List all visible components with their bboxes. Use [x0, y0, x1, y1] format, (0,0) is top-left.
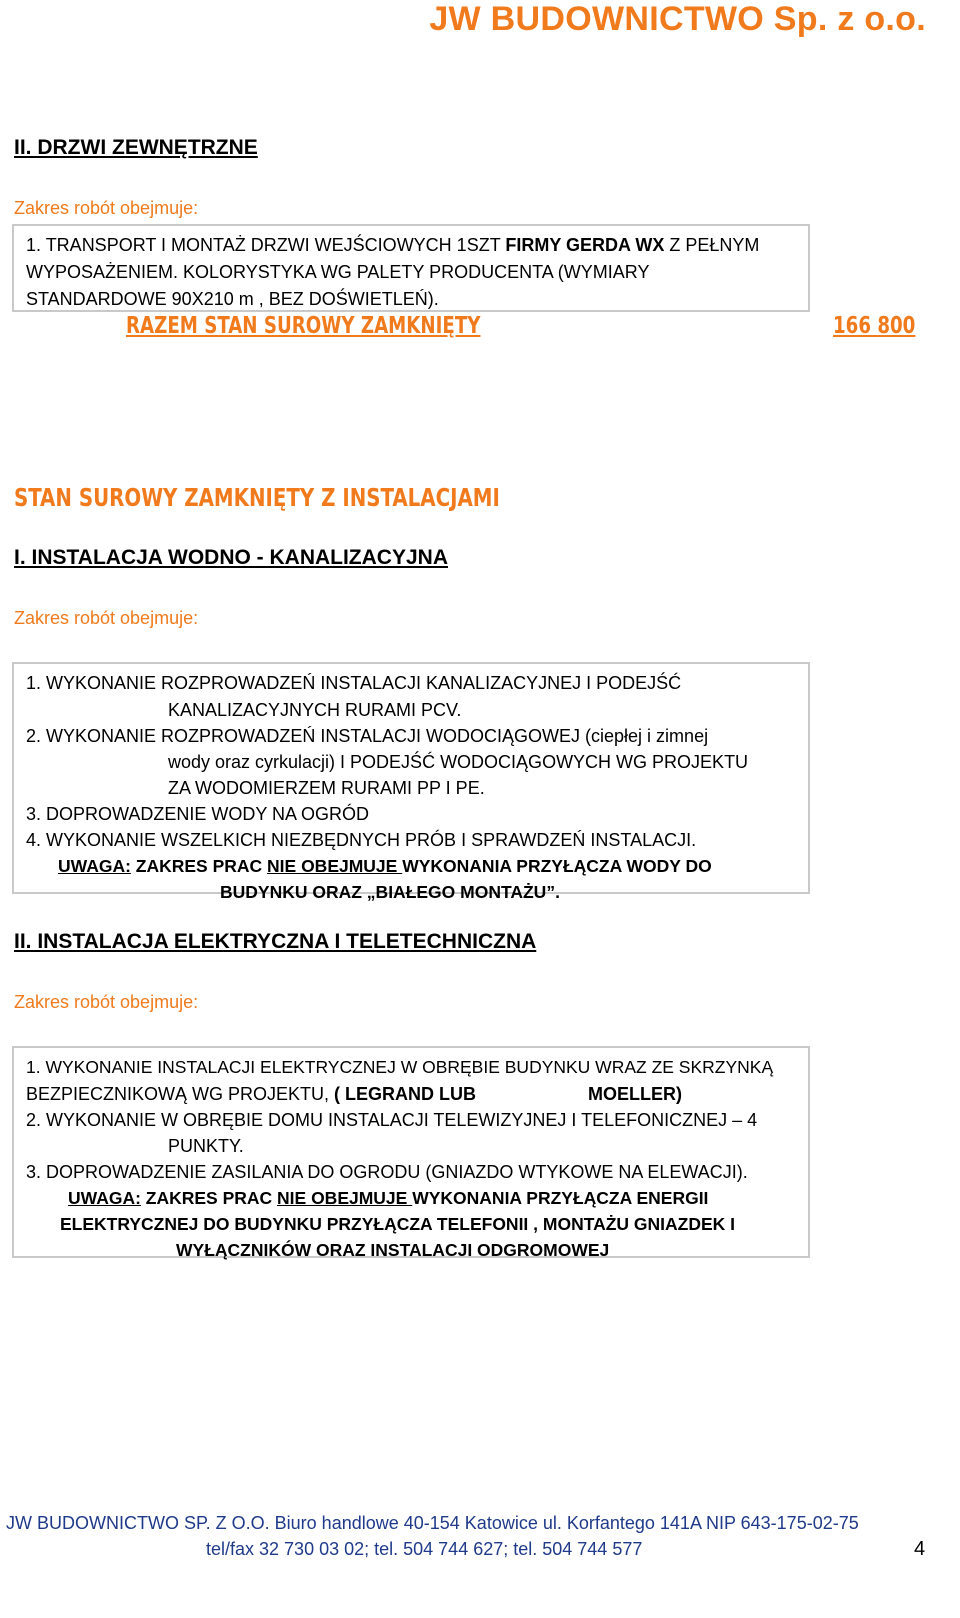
- scope-label-electric: Zakres robót obejmuje:: [14, 992, 199, 1012]
- electric-note-label: UWAGA:: [68, 1188, 141, 1208]
- electric-note: [68, 1185, 708, 1212]
- water-line-1: 1. WYKONANIE ROZPROWADZEŃ INSTALACJI KANALIZACYJNEJ I PODEJŚĆ: [26, 673, 682, 693]
- page-number: 4: [914, 1538, 926, 1560]
- scope-box-electric: [12, 1046, 810, 1258]
- electric-note-c: WYKONANIA PRZYŁĄCZA ENERGII: [412, 1188, 709, 1208]
- electric-line-4: PUNKTY.: [168, 1136, 244, 1156]
- electric-line-2-text: BEZPIECZNIKOWĄ WG PROJEKTU,: [26, 1084, 335, 1104]
- water-line-5: ZA WODOMIERZEM RURAMI PP I PE.: [168, 778, 485, 798]
- electric-line-1: 1. WYKONANIE INSTALACJI ELEKTRYCZNEJ W OBRĘBIE BUDYNKU WRAZ ZE SKRZYNKĄ: [26, 1057, 774, 1077]
- doors-line-3: STANDARDOWE 90X210 m , BEZ DOŚWIETLEŃ).: [26, 289, 439, 309]
- water-line-3: 2. WYKONANIE ROZPROWADZEŃ INSTALACJI WODOCIĄGOWEJ (ciepłej i zimnej: [26, 726, 709, 746]
- water-note-line-2: BUDYNKU ORAZ „BIAŁEGO MONTAŻU”.: [220, 882, 560, 902]
- electric-brand-1: ( LEGRAND LUB: [334, 1084, 477, 1104]
- water-line-2: KANALIZACYJNYCH RURAMI PCV.: [168, 700, 462, 720]
- electric-note-line-2: ELEKTRYCZNEJ DO BUDYNKU PRZYŁĄCZA TELEFONII , MONTAŻU GNIAZDEK I: [60, 1214, 736, 1234]
- company-header: JW BUDOWNICTWO Sp. z o.o.: [429, 0, 926, 38]
- doors-line-1: [26, 232, 759, 259]
- doors-brand: FIRMY GERDA WX: [505, 235, 665, 255]
- section-title-electric: II. INSTALACJA ELEKTRYCZNA I TELETECHNICZNA: [14, 930, 537, 953]
- water-note: [58, 853, 712, 880]
- footer-phones: tel/fax 32 730 03 02; tel. 504 744 627; tel. 504 744 577: [206, 1539, 643, 1559]
- section-title-water: I. INSTALACJA WODNO - KANALIZACYJNA: [14, 546, 448, 569]
- electric-line-2: [26, 1081, 476, 1108]
- electric-note-b: NIE OBEJMUJE: [277, 1188, 413, 1208]
- electric-line-5: 3. DOPROWADZENIE ZASILANIA DO OGRODU (GNIAZDO WTYKOWE NA ELEWACJI).: [26, 1162, 748, 1182]
- water-note-c: WYKONANIA PRZYŁĄCZA WODY DO: [402, 856, 712, 876]
- scope-box-water: [12, 662, 810, 902]
- footer-address: JW BUDOWNICTWO SP. Z O.O. Biuro handlowe 40-154 Katowice ul. Korfantego 141A NIP 643-175-02-75: [6, 1513, 859, 1533]
- electric-brand-2: MOELLER): [588, 1084, 682, 1104]
- scope-label-doors: Zakres robót obejmuje:: [14, 198, 199, 218]
- electric-line-3: 2. WYKONANIE W OBRĘBIE DOMU INSTALACJI TELEWIZYJNEJ I TELEFONICZNEJ – 4: [26, 1110, 758, 1130]
- water-note-label: UWAGA:: [58, 856, 131, 876]
- water-line-4: wody oraz cyrkulacji) I PODEJŚĆ WODOCIĄGOWYCH WG PROJEKTU: [168, 752, 749, 772]
- doors-line-1-text: 1. TRANSPORT I MONTAŻ DRZWI WEJŚCIOWYCH 1SZT: [26, 235, 506, 255]
- electric-note-a: ZAKRES PRAC: [140, 1188, 278, 1208]
- section-title-doors: II. DRZWI ZEWNĘTRZNE: [14, 136, 258, 159]
- scope-box-doors: [12, 224, 810, 312]
- water-line-6: 3. DOPROWADZENIE WODY NA OGRÓD: [26, 804, 370, 824]
- electric-note-line-3: WYŁĄCZNIKÓW ORAZ INSTALACJI ODGROMOWEJ: [176, 1240, 610, 1260]
- doors-line-1-end: Z PEŁNYM: [664, 235, 760, 255]
- water-note-b: NIE OBEJMUJE: [267, 856, 403, 876]
- scope-label-water: Zakres robót obejmuje:: [14, 608, 199, 628]
- total-value: 166 800: [833, 313, 916, 339]
- stage-title: STAN SUROWY ZAMKNIĘTY Z INSTALACJAMI: [14, 483, 500, 512]
- total-label: RAZEM STAN SUROWY ZAMKNIĘTY: [126, 313, 481, 339]
- water-line-7: 4. WYKONANIE WSZELKICH NIEZBĘDNYCH PRÓB I SPRAWDZEŃ INSTALACJI.: [26, 830, 697, 850]
- water-note-a: ZAKRES PRAC: [130, 856, 268, 876]
- doors-line-2: WYPOSAŻENIEM. KOLORYSTYKA WG PALETY PRODUCENTA (WYMIARY: [26, 262, 650, 282]
